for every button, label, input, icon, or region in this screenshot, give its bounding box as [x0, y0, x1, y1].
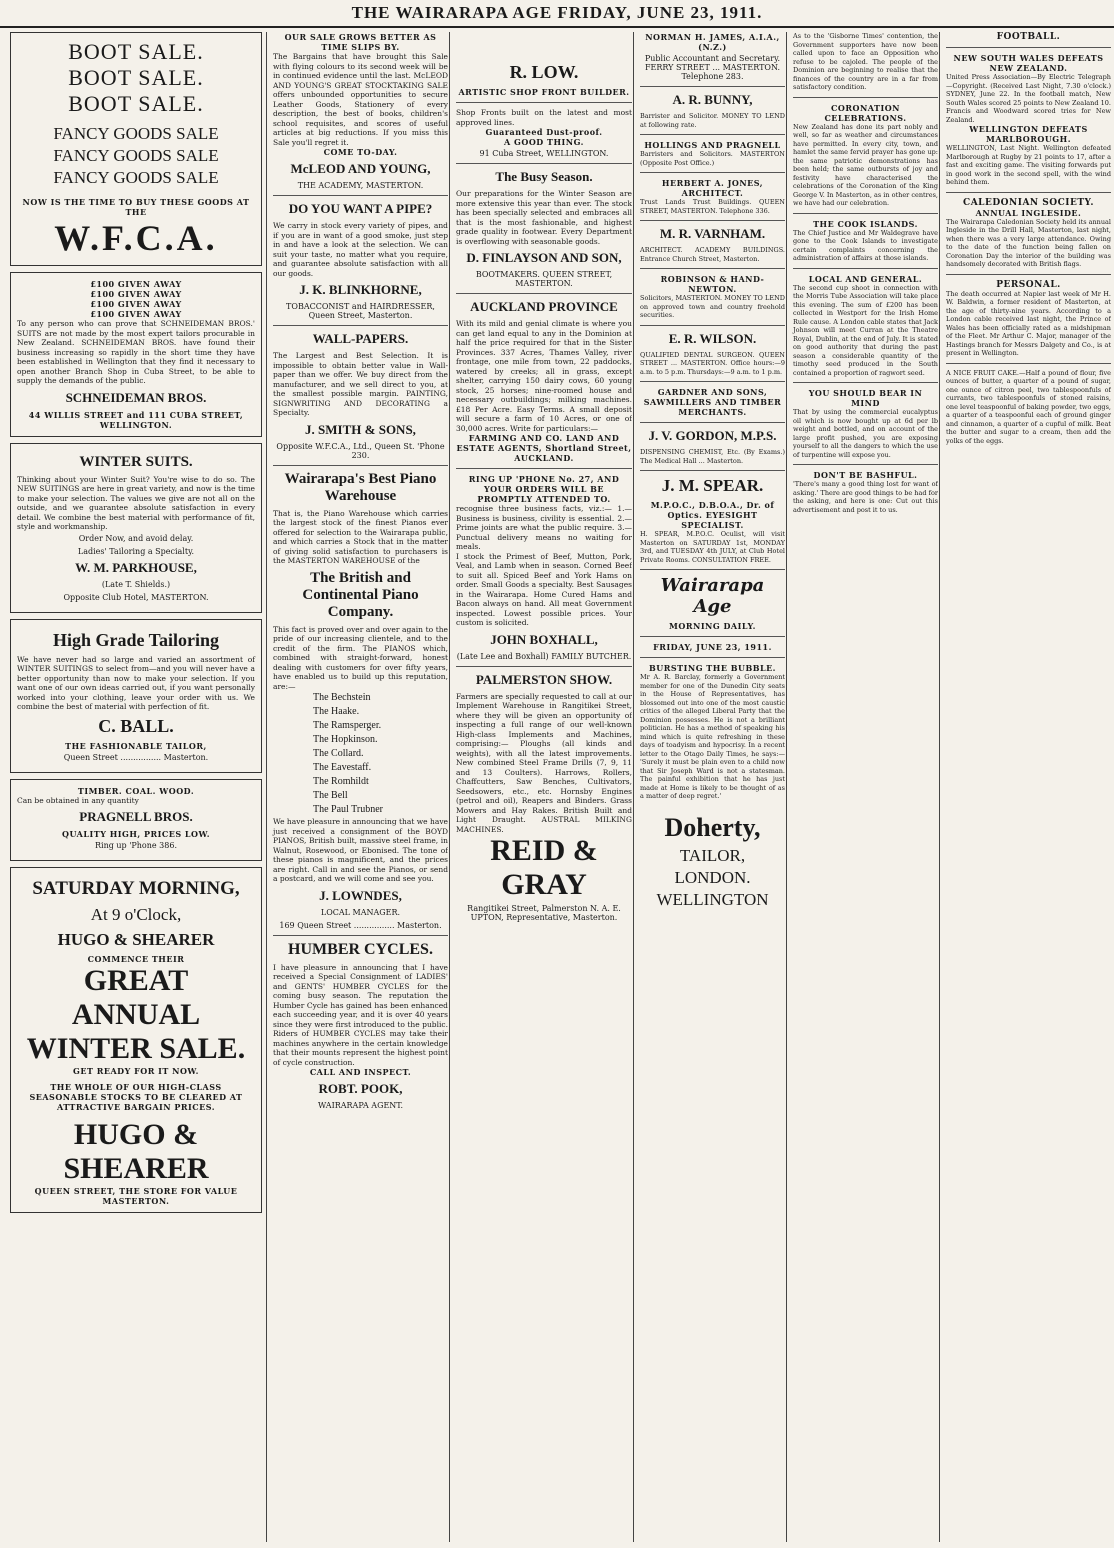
ball-name: C. BALL.: [98, 715, 174, 736]
mcleod-name: McLEOD AND YOUNG,: [290, 161, 431, 176]
herbert-name: HERBERT A. JONES, ARCHITECT.: [661, 178, 764, 198]
piano-list: [273, 691, 448, 817]
farming-agents: FARMING AND CO. LAND AND ESTATE AGENTS, Shortland Street, AUCKLAND.: [456, 433, 632, 463]
piano-item: The Bell: [313, 790, 348, 801]
piano-item: The Eavestaff.: [313, 762, 372, 773]
gordon-name: J. V. GORDON, M.P.S.: [648, 428, 777, 443]
saturday-heading: SATURDAY MORNING,: [32, 878, 240, 899]
given-away-line: £100 GIVEN AWAY: [90, 309, 182, 319]
hollings-sub: Barristers and Solicitors. MASTERTON (Opposite Post Office.): [640, 150, 785, 167]
column-6: [939, 32, 1111, 1542]
bunny-sub: Barrister and Solicitor. MONEY TO LEND at following rate.: [640, 112, 785, 129]
nsw-heading: NEW SOUTH WALES DEFEATS NEW ZEALAND.: [953, 53, 1104, 73]
ring-phone-heading: RING UP 'PHONE No. 27, AND YOUR ORDERS WILL BE PROMPTLY ATTENDED TO.: [468, 474, 620, 504]
doherty-line: WELLINGTON: [656, 889, 769, 909]
winter-suits-body: Thinking about your Winter Suit? You're wise to do so. The NEW SUITINGS are here in great variety, and now is the time to make your selection. The values we give are not all on the outside, and we guarantee absolute satisfaction in every detail. We combine the best material with performance of fit, style and workmanship.: [17, 474, 255, 531]
bear-heading: YOU SHOULD BEAR IN MIND: [808, 388, 923, 408]
good-thing: A GOOD THING.: [504, 137, 584, 147]
come-today: COME TO-DAY.: [323, 147, 398, 157]
lowndes-sub: LOCAL MANAGER.: [320, 907, 401, 917]
fancy-goods-line: FANCY GOODS SALE: [53, 168, 219, 187]
timber-heading: TIMBER. COAL. WOOD.: [77, 785, 195, 796]
boot-sale-line: BOOT SALE.: [68, 65, 204, 90]
pianos-body: We have pleasure in announcing that we have just received a consignment of the BOYD PIANOS, British built, massive steel frame, in Walnut, Rosewood, or Ebonised. The tone of these pianos is magnificent, and the prices are right. Call in and see the Pianos, or send a postcard, and we will come and see you.: [273, 817, 448, 883]
varnham-sub: ARCHITECT. ACADEMY BUILDINGS. Entrance Church Street, Masterton.: [640, 246, 785, 263]
shop-fronts: Shop Fronts built on the latest and most approved lines.: [456, 108, 632, 127]
wall-papers-heading: WALL-PAPERS.: [312, 331, 409, 346]
ball-advert: [10, 619, 262, 773]
pipe-heading: DO YOU WANT A PIPE?: [288, 201, 433, 216]
piano-heading: Wairarapa's Best Piano Warehouse: [284, 470, 437, 504]
doherty-line: LONDON.: [674, 867, 751, 887]
ladies-tailoring: Ladies' Tailoring a Specialty.: [77, 546, 195, 556]
robinson-name: ROBINSON & HAND-NEWTON.: [660, 274, 765, 294]
schneideman-body: To any person who can prove that SCHNEIDEMAN BROS.' SUITS are not made by the most expert tailors procurable in New Zealand. SCHNEIDEMAN BROS. have found their business increasing so rapidly in the short time they have been established in Wellington that they find it necessary to open another Branch Shop in Cuba Street, to be able to supply the demands of the public.: [17, 319, 255, 385]
now-text: NOW IS THE TIME TO BUY THESE GOODS AT THE: [22, 197, 250, 217]
great-annual-sale: GREAT ANNUAL WINTER SALE.: [26, 964, 246, 1065]
hugo-shearer-advert: [10, 867, 262, 1213]
auckland-body: With its mild and genial climate is where you can get land equal to any in the Dominion at half the price required for that in the Sister Provinces. 337 Acres, Thames Valley, river frontage, one mile from town, 22 paddocks, watered by creeks; all in grass, except shelter, carrying 150 dairy cows, 60 young stock, 25 horses; nine-roomed house and necessary outbuildings; milking machines. £18 Per Acre. Easy Terms. A small deposit will secure a farm of 10 Acres, or one of 30,000 acres. Write for particulars:—: [456, 319, 632, 433]
call-inspect: CALL AND INSPECT.: [309, 1067, 412, 1077]
bashful-heading: DON'T BE BASHFUL.: [813, 470, 918, 480]
piano-item: The Hopkinson.: [313, 734, 378, 745]
bunny-name: A. R. BUNNY,: [672, 92, 753, 107]
pragnell-advert: [10, 779, 262, 862]
piano-item: The Bechstein: [313, 692, 371, 703]
bear-body: That by using the commercial eucalyptus oil which is now bought up at 6d per lb weight and bottled, and on account of the large profit pushed, you are exposing yourself to all the dangers to which the use of turpentine will expose you.: [793, 408, 938, 459]
given-away-line: £100 GIVEN AWAY: [90, 289, 182, 299]
british-body: This fact is proved over and over again to the pride of our increasing clientele, and to the credit of the firm. The PIANOS which, combined with straight-forward, honest dealing with customers for over fifty years, have enabled us to build up this reputation, are:—: [273, 624, 448, 691]
schneideman-address: 44 WILLIS STREET and 111 CUBA STREET, WELLINGTON.: [28, 409, 244, 430]
busy-season-heading: The Busy Season.: [495, 169, 593, 184]
herbert-sub: Trust Lands Trust Buildings. QUEEN STREET, MASTERTON. Telephone 336.: [640, 198, 785, 215]
given-away-line: £100 GIVEN AWAY: [90, 299, 182, 309]
quality-line: QUALITY HIGH, PRICES LOW.: [61, 829, 211, 839]
high-grade-heading: High Grade Tailoring: [52, 629, 220, 650]
robinson-sub: Solicitors, MASTERTON. MONEY TO LEND on approved town and country freehold securities.: [640, 294, 785, 319]
british-continental: The British and Continental Piano Company.: [302, 569, 419, 620]
piano-item: The Ramsperger.: [313, 720, 382, 731]
annual-ingleside: ANNUAL INGLESIDE.: [975, 207, 1082, 218]
wilson-name: E. R. WILSON.: [668, 330, 757, 346]
boxhall-name: JOHN BOXHALL,: [490, 631, 598, 647]
smith-name: J. SMITH & SONS,: [305, 421, 416, 437]
blinkhorne-name: J. K. BLINKHORNE,: [299, 282, 422, 297]
at-9-oclock: At 9 o'Clock,: [90, 905, 182, 924]
sale-grows-heading: OUR SALE GROWS BETTER AS TIME SLIPS BY.: [284, 32, 437, 52]
article-text: As to the 'Gisborne Times' contention, the Government supporters have now been called upon to face an Opposition who refuse to be cajoled. The people of the Dominion are beginning to realise that the finances of the country are in a far from satisfactory condition.: [793, 32, 938, 91]
norman-name: NORMAN H. JAMES, A.I.A., (N.Z.): [645, 32, 780, 52]
mcleod-sub: THE ACADEMY, MASTERTON.: [297, 181, 424, 190]
personal-heading: PERSONAL.: [996, 279, 1061, 290]
wfca-advert: [10, 32, 262, 266]
doherty-line: TAILOR,: [679, 845, 746, 865]
timber-body: Can be obtained in any quantity: [17, 795, 139, 805]
given-away-line: £100 GIVEN AWAY: [90, 279, 182, 289]
masthead: THE WAIRARAPA AGE FRIDAY, JUNE 23, 1911.: [0, 0, 1114, 28]
winter-suits-heading: WINTER SUITS.: [79, 453, 193, 470]
piano-body: That is, the Piano Warehouse which carries the largest stock of the finest Pianos ever offered for selection to the Wairarapa public, and which carries a Stock that in the matter of giving solid satisfaction to purchasers is the MASTERTON WAREHOUSE of the: [273, 508, 448, 565]
wellington-body: WELLINGTON, Last Night. Wellington defeated Marlborough at Rugby by 21 points to 17, after a fast and exciting game. The visiting forwards put in good work in the second spell, with the wind behind them.: [946, 144, 1111, 186]
sale-grows-body: The Bargains that have brought this Sale with flying colours to its second week will be in continued evidence until the last. McLEOD AND YOUNG'S GREAT STOCKTAKING SALE offers unbounded opportunities to secure Leather Goods, Stationery of every description, the best of books, children's school requisites, and scores of useful articles at big reductions. If you miss this Sale you'll regret it.: [273, 52, 448, 147]
hollings-name: HOLLINGS AND PRAGNELL: [644, 140, 781, 150]
low-sub: ARTISTIC SHOP FRONT BUILDER.: [458, 87, 630, 97]
order-now: Order Now, and avoid delay.: [78, 533, 194, 543]
wfca-logo-text: W.F.C.A.: [54, 218, 218, 258]
coronation-body: New Zealand has done its part nobly and well, so far as weather and circumstances have permitted. In every city, town, and hamlet the same fervid prayer has gone up: the same patriotic demonstrations has been held; the same outbursts of joy and festivity have characterised the celebrations of the Coronation of the King George V. In Masterton, as in other centres, we have had our celebration.: [793, 122, 938, 207]
high-grade-body: We have never had so large and varied an assortment of WINTER SUITINGS to select from—and you will never have a better opportunity than now to make your selection. If you want one of our own ideas carried out, if you want personally worked into your clothing, leave your order with us. We combine the best of material with perfection of fit.: [17, 654, 255, 711]
issue-date: FRIDAY, JUNE 23, 1911.: [653, 642, 772, 652]
doherty-name: Doherty,: [664, 812, 761, 842]
schneideman-name: SCHNEIDEMAN BROS.: [65, 389, 207, 405]
busy-season-body: Our preparations for the Winter Season are more extensive this year than ever. The stock has been specially selected and embraces all that is the most fashionable, and highest grade quality in footwear. Every Department is overflowing with seasonable goods.: [456, 189, 632, 246]
humber-body: I have pleasure in announcing that I have received a Special Consignment of LADIES' and GENTS' HUMBER CYCLES for the coming busy season. The reputation the Humber Cycle has gained has been enhanced each succeeding year, and it is over 40 years since they were first introduced to the public. Riders of HUMBER CYCLES may take their machines anywhere in the certain knowledge that their mounts represent the highest point of cycle construction.: [273, 962, 448, 1067]
fancy-goods-line: FANCY GOODS SALE: [53, 146, 219, 165]
smith-sub: Opposite W.F.C.A., Ltd., Queen St. 'Phone 230.: [276, 441, 445, 460]
pook-sub: WAIRARAPA AGENT.: [317, 1101, 404, 1110]
palmerston-heading: PALMERSTON SHOW.: [475, 671, 613, 687]
wall-papers-body: The Largest and Best Selection. It is impossible to obtain better value in Wall-paper than we offer. We buy direct from the manufacturer, and we sell direct to you, at the smallest possible margin. PAINTING, SIGNWRITING AND DECORATING a Specialty.: [273, 351, 448, 417]
lowndes-name: J. LOWNDES,: [319, 887, 402, 903]
football-heading: FOOTBALL.: [996, 32, 1061, 42]
nsw-body: United Press Association—By Electric Telegraph—Copyright. (Received Last Night, 7.30 o'clock.) SYDNEY, June 22. In the football match, New South Wales scored 25 points to New Zealand 10. Francis and Woodward scored tries for New Zealand.: [946, 73, 1111, 124]
gardner-name: GARDNER AND SONS, SAWMILLERS AND TIMBER MERCHANTS.: [643, 387, 782, 417]
ring-up-line: Ring up 'Phone 386.: [94, 841, 177, 850]
parkhouse-advert: [10, 443, 262, 613]
parkhouse-address: Opposite Club Hotel, MASTERTON.: [63, 592, 209, 602]
cook-heading: THE COOK ISLANDS.: [813, 218, 918, 229]
auckland-heading: AUCKLAND PROVINCE: [470, 299, 618, 314]
lowndes-address: 169 Queen Street ................ Masterton.: [279, 920, 442, 930]
parkhouse-name: W. M. PARKHOUSE,: [75, 559, 197, 575]
fruit-cake-recipe: A NICE FRUIT CAKE.—Half a pound of flour, five ounces of butter, a quarter of a pound of sugar, one ounce of citron peel, two tablespoonfuls of currants, two tablespoonfuls of stoned raisins, one level teaspoonful of baking powder, two eggs, a quarter of a teaspoonful each of ground ginger and cinnamon, a quarter of a cupful of milk. Beat the butter and sugar to a cream, then add the yolks of the eggs.: [946, 368, 1111, 445]
morning-daily: MORNING DAILY.: [669, 621, 756, 631]
finlayson-name: D. FINLAYSON AND SON,: [466, 250, 622, 265]
piano-item: The Paul Trubner: [313, 804, 383, 815]
column-2: [266, 32, 448, 1542]
piano-item: The Romhildt: [313, 776, 369, 787]
coronation-heading: CORONATION CELEBRATIONS.: [824, 102, 907, 123]
hugo-shearer-name: HUGO & SHEARER: [57, 930, 215, 949]
norman-sub: Public Accountant and Secretary. FERRY STREET ... MASTERTON. Telephone 283.: [644, 54, 781, 81]
boxhall-sub: (Late Lee and Boxhall) FAMILY BUTCHER.: [456, 651, 632, 661]
ball-address: Queen Street ................ Masterton.: [63, 752, 209, 762]
spear-sub: M.P.O.C., D.B.O.A., Dr. of Optics. EYESIGHT SPECIALIST.: [650, 500, 775, 530]
dust-proof: Guaranteed Dust-proof.: [485, 127, 603, 137]
column-5: [786, 32, 938, 1542]
stock-body: I stock the Primest of Beef, Mutton, Pork, Veal, and Lamb when in season. Corned Beef to suit all. Spiced Beef and York Hams on order. Small Goods a specialty. Best Sausages in the Wairarapa. Home Cured Hams and Bacon always on hand. All meat Government inspected. Lowest possible prices. Your custom is solicited.: [456, 551, 632, 627]
local-body: The second cup shoot in connection with the Morris Tube Association will take place this evening. The sum of £200 has been collected in Westport for the Irish Home Rule cause. A London cable states that Jack Johnson will meet Curran at the Theatre Royal, Dublin, at the end of July. It is stated on good authority that during the past season a considerable quantity of the timothy seed produced in the South contained a proportion of ragwort seed.: [793, 283, 938, 377]
personal-body: The death occurred at Napier last week of Mr H. W. Baldwin, a former resident of Masterton, at the age of thirty-nine years. According to a London cable received last night, the Prince of Wales has been officially rated as a midshipman of the Fleet. Mr Arthur C. Major, manager of the Hastings branch for Messrs Dalgety and Co., is at present in Wellington.: [946, 289, 1111, 357]
hugo-shearer-footer: QUEEN STREET, THE STORE FOR VALUE MASTERTON.: [34, 1186, 238, 1206]
piano-item: The Haake.: [313, 706, 360, 717]
varnham-name: M. R. VARNHAM.: [659, 226, 766, 241]
humber-heading: HUMBER CYCLES.: [288, 940, 433, 958]
wellington-heading: WELLINGTON DEFEATS MARLBOROUGH.: [969, 124, 1088, 144]
fancy-goods-line: FANCY GOODS SALE: [53, 124, 219, 143]
column-4: [633, 32, 785, 1542]
hugo-shearer-logo: HUGO & SHEARER: [63, 1118, 209, 1185]
gordon-sub: DISPENSING CHEMIST, Etc. (By Exams.) The Medical Hall ... Masterton.: [640, 448, 785, 465]
spear-body: H. SPEAR, M.P.O.C. Oculist, will visit Masterton on SATURDAY 1st, MONDAY 3rd, and TUESDAY 4th JULY, at Club Hotel Private Rooms. CONSULTATION FREE.: [640, 530, 785, 564]
finlayson-sub: BOOTMAKERS. QUEEN STREET, MASTERTON.: [475, 270, 613, 288]
get-ready: GET READY FOR IT NOW.: [73, 1066, 199, 1076]
column-3: [449, 32, 632, 1542]
reid-gray-sub: Rangitikei Street, Palmerston N. A. E. UPTON, Representative, Masterton.: [467, 904, 621, 922]
caledonian-heading: CALEDONIAN SOCIETY.: [963, 197, 1094, 208]
pipe-body: We carry in stock every variety of pipes, and if you are in want of a good smoke, just step in and have a look at the selection. We can suit your taste, no matter what you require, and guarantee absolute satisfaction with all our goods.: [273, 221, 448, 278]
blinkhorne-sub: TOBACCONIST and HAIRDRESSER, Queen Street, Masterton.: [286, 302, 435, 320]
reid-gray-logo: REID & GRAY: [490, 834, 598, 901]
ring-phone-body: recognise three business facts, viz.:— 1.—Business is business, civility is essential. 2.—Prime joints are what the public require. 3.—Punctual delivery means no waiting for meals.: [456, 504, 632, 551]
local-heading: LOCAL AND GENERAL.: [808, 273, 923, 284]
bashful-body: 'There's many a good thing lost for want of asking.' There are good things to be had for the asking, and here is one: Cut out this advertisement and post it to us.: [793, 480, 938, 514]
boot-sale-line: BOOT SALE.: [68, 39, 204, 64]
wairarapa-age-flag: Wairarapa Age: [660, 575, 765, 617]
cuba-street: 91 Cuba Street, WELLINGTON.: [479, 149, 609, 158]
wilson-sub: QUALIFIED DENTAL SURGEON. QUEEN STREET ... MASTERTON. Office hours:—9 a.m. to 5 p.m. Thursdays:—9 a.m. to 1 p.m.: [640, 350, 785, 376]
bursting-heading: BURSTING THE BUBBLE.: [649, 663, 776, 673]
ball-sub: THE FASHIONABLE TAILOR,: [65, 740, 207, 751]
palmerston-body: Farmers are specially requested to call at our Implement Warehouse in Rangitikei Street, where they will be given an opportunity of inspecting a full range of our well-known High-class Implements and Machines, comprising:— Ploughs (all kinds and weights), with all the latest improvements. New combined Steel Frame Drills (7, 9, 11 and 13 Coulters). Harrows, Rollers, Chaffcutters, Saw Benches, Cultivators, Seedsowers, etc., etc. Hornsby Engines (petrol and oil), Reapers and Binders. Grass Mowers and Hay Rakes. British Built and Light Draught. AUSTRAL MILKING MACHINES.: [456, 691, 632, 834]
whole-stock-text: THE WHOLE OF OUR HIGH-CLASS SEASONABLE STOCKS TO BE CLEARED AT ATTRACTIVE BARGAIN PRICES.: [29, 1082, 243, 1112]
schneideman-advert: [10, 272, 262, 437]
piano-item: The Collard.: [313, 748, 364, 759]
pook-name: ROBT. POOK,: [318, 1081, 403, 1096]
bursting-body: Mr A. R. Barclay, formerly a Government member for one of the Dunedin City seats in the House of Representatives, has blossomed out into one of the most caustic critics of the alleged Liberal Party that the Dominion possesses. He is not a brilliant politician. He has a method of speaking his mind which is quite refreshing in these days of toadyism and hypocrisy. In a recent letter to the Otago Daily Times, he says:— 'Surely it must be plain even to a child now that Sir Joseph Ward is not a statesman. The painful exhibition that he has just made at Home is likely to be thought of as a matter of deep regret.': [640, 673, 785, 800]
spear-name: J. M. SPEAR.: [661, 476, 764, 495]
column-1: [10, 32, 262, 1542]
low-name: R. LOW.: [509, 62, 579, 82]
commence-text: COMMENCE THEIR: [87, 954, 185, 964]
parkhouse-sub: (Late T. Shields.): [101, 579, 171, 589]
cook-body: The Chief Justice and Mr Waldegrave have gone to the Cook Islands to investigate certain complaints concerning the administration of affairs at those islands.: [793, 228, 938, 262]
caledonian-body: The Wairarapa Caledonian Society held its annual Ingleside in the Drill Hall, Masterton, last night, when there was a very large attendance. Owing to the date of the function being fallen on Coronation Day the interior of the building was handsomely decorated with British flags.: [946, 217, 1111, 268]
pragnell-name: PRAGNELL BROS.: [79, 809, 193, 824]
boot-sale-line: BOOT SALE.: [68, 91, 204, 116]
